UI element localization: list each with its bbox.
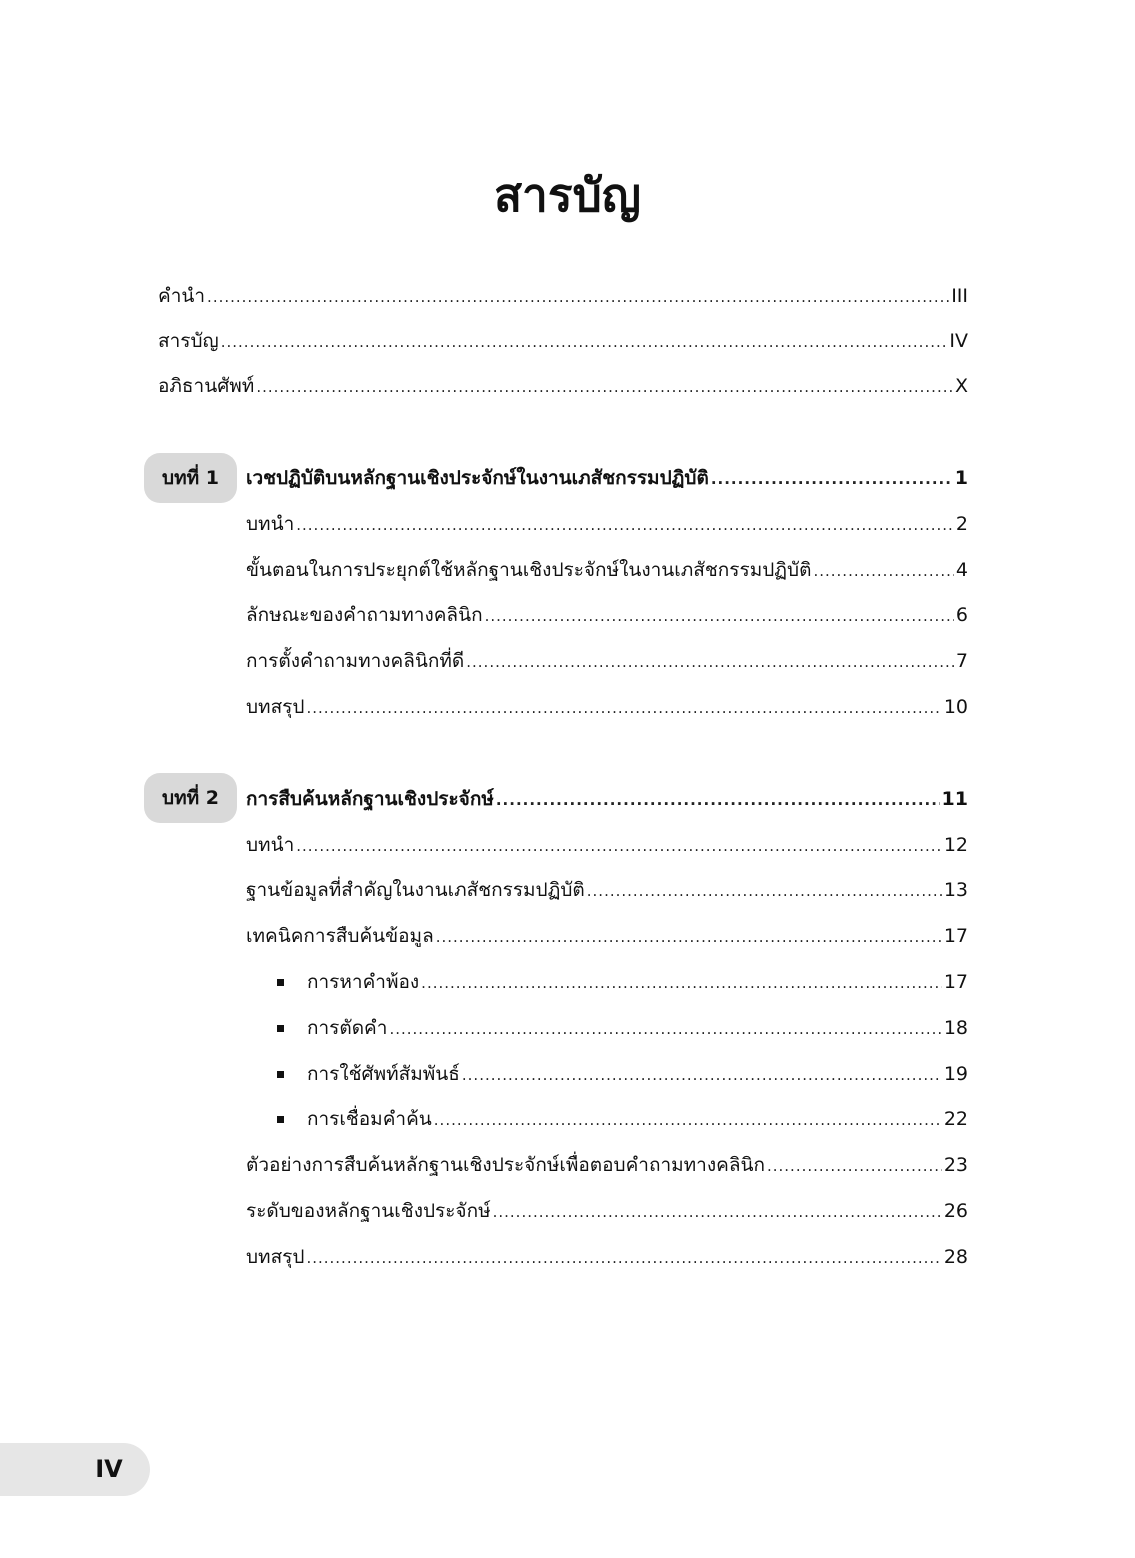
toc-entry-label: ตัวอย่างการสืบค้นหลักฐานเชิงประจักษ์เพื่อตอบคำถามทางคลินิก bbox=[246, 1154, 765, 1176]
toc-chapter-1[interactable] bbox=[246, 460, 968, 496]
dot-leader bbox=[496, 782, 940, 818]
toc-entry-page: 19 bbox=[943, 1063, 968, 1085]
toc-entry-label: คำนำ bbox=[158, 285, 206, 307]
toc-entry[interactable] bbox=[246, 689, 968, 725]
page-number-tab bbox=[0, 1443, 150, 1496]
toc-entry-label: การหาคำพ้อง bbox=[307, 971, 420, 993]
toc-entry-label: เทคนิคการสืบค้นข้อมูล bbox=[246, 925, 434, 947]
dot-leader bbox=[207, 279, 949, 315]
toc-entry-label: อภิธานศัพท์ bbox=[158, 375, 255, 397]
bullet-icon bbox=[277, 979, 284, 986]
dot-leader bbox=[421, 965, 942, 1001]
toc-entry-page: III bbox=[951, 285, 968, 307]
toc-entry-page: 10 bbox=[943, 696, 968, 718]
chapter-2-badge: บทที่ 2 bbox=[144, 773, 237, 823]
toc-entry-page: 1 bbox=[954, 467, 968, 489]
toc-entry-page: 26 bbox=[943, 1200, 968, 1222]
toc-entry-page: 6 bbox=[955, 604, 968, 626]
dot-leader bbox=[493, 1194, 942, 1230]
toc-entry-label: บทนำ bbox=[246, 834, 295, 856]
toc-entry[interactable] bbox=[246, 1193, 968, 1229]
toc-entry-page: 28 bbox=[943, 1246, 968, 1268]
toc-entry-page: 13 bbox=[943, 879, 968, 901]
dot-leader bbox=[296, 507, 954, 543]
toc-entry-page: 11 bbox=[941, 788, 968, 810]
toc-entry-label: การตัดคำ bbox=[307, 1017, 388, 1039]
toc-entry[interactable] bbox=[246, 552, 968, 588]
dot-leader bbox=[436, 919, 942, 955]
toc-entry-page: 17 bbox=[943, 971, 968, 993]
dot-leader bbox=[306, 1240, 941, 1276]
toc-entry-label: การเชื่อมคำค้น bbox=[307, 1108, 432, 1130]
toc-entry-page: X bbox=[954, 375, 968, 397]
toc-subentry[interactable] bbox=[307, 964, 968, 1000]
toc-entry[interactable] bbox=[246, 827, 968, 863]
dot-leader bbox=[466, 644, 954, 680]
toc-entry-page: 2 bbox=[955, 513, 968, 535]
toc-subentry[interactable] bbox=[307, 1010, 968, 1046]
toc-entry-label: บทสรุป bbox=[246, 1246, 305, 1268]
toc-entry-page: 22 bbox=[943, 1108, 968, 1130]
toc-entry-page: 17 bbox=[943, 925, 968, 947]
dot-leader bbox=[306, 690, 941, 726]
dot-leader bbox=[462, 1057, 942, 1093]
page-title: สารบัญ bbox=[493, 168, 641, 222]
toc-entry-label: ฐานข้อมูลที่สำคัญในงานเภสัชกรรมปฏิบัติ bbox=[246, 879, 585, 901]
toc-entry[interactable] bbox=[246, 1147, 968, 1183]
toc-entry-page: 23 bbox=[943, 1154, 968, 1176]
dot-leader bbox=[256, 369, 953, 405]
toc-entry-label: ขั้นตอนในการประยุกต์ใช้หลักฐานเชิงประจักษ์ในงานเภสัชกรรมปฏิบัติ bbox=[246, 559, 812, 581]
dot-leader bbox=[221, 324, 948, 360]
toc-entry-label: บทนำ bbox=[246, 513, 295, 535]
chapter-title: การสืบค้นหลักฐานเชิงประจักษ์ bbox=[246, 788, 494, 810]
toc-entry-page: 4 bbox=[955, 559, 968, 581]
toc-chapter-2[interactable] bbox=[246, 781, 968, 817]
chapter-1-badge: บทที่ 1 bbox=[144, 453, 237, 503]
toc-entry-label: ระดับของหลักฐานเชิงประจักษ์ bbox=[246, 1200, 491, 1222]
toc-entry-label: การตั้งคำถามทางคลินิกที่ดี bbox=[246, 650, 465, 672]
toc-subentry[interactable] bbox=[307, 1056, 968, 1092]
dot-leader bbox=[813, 553, 953, 589]
chapter-title: เวชปฏิบัติบนหลักฐานเชิงประจักษ์ในงานเภสัชกรรมปฏิบัติ bbox=[246, 467, 709, 489]
toc-entry-glossary[interactable] bbox=[158, 368, 968, 404]
toc-entry-foreword[interactable] bbox=[158, 278, 968, 314]
toc-entry-label: สารบัญ bbox=[158, 330, 219, 352]
toc-entry-label: ลักษณะของคำถามทางคลินิก bbox=[246, 604, 483, 626]
toc-entry-label: บทสรุป bbox=[246, 696, 305, 718]
toc-entry-label: การใช้ศัพท์สัมพันธ์ bbox=[307, 1063, 460, 1085]
dot-leader bbox=[711, 461, 953, 497]
toc-entry[interactable] bbox=[246, 643, 968, 679]
toc-entry[interactable] bbox=[246, 1239, 968, 1275]
toc-entry[interactable] bbox=[246, 506, 968, 542]
dot-leader bbox=[767, 1148, 942, 1184]
dot-leader bbox=[587, 873, 942, 909]
toc-entry[interactable] bbox=[246, 597, 968, 633]
toc-entry-contents[interactable] bbox=[158, 323, 968, 359]
bullet-icon bbox=[277, 1071, 284, 1078]
toc-entry-page: IV bbox=[949, 330, 968, 352]
bullet-icon bbox=[277, 1025, 284, 1032]
toc-entry-page: 18 bbox=[943, 1017, 968, 1039]
toc-entry[interactable] bbox=[246, 918, 968, 954]
page-number: IV bbox=[95, 1455, 123, 1483]
toc-entry[interactable] bbox=[246, 872, 968, 908]
bullet-icon bbox=[277, 1116, 284, 1123]
toc-entry-page: 12 bbox=[943, 834, 968, 856]
dot-leader bbox=[434, 1102, 942, 1138]
dot-leader bbox=[485, 598, 954, 634]
toc-entry-page: 7 bbox=[955, 650, 968, 672]
dot-leader bbox=[389, 1011, 941, 1047]
toc-subentry[interactable] bbox=[307, 1101, 968, 1137]
dot-leader bbox=[296, 828, 942, 864]
